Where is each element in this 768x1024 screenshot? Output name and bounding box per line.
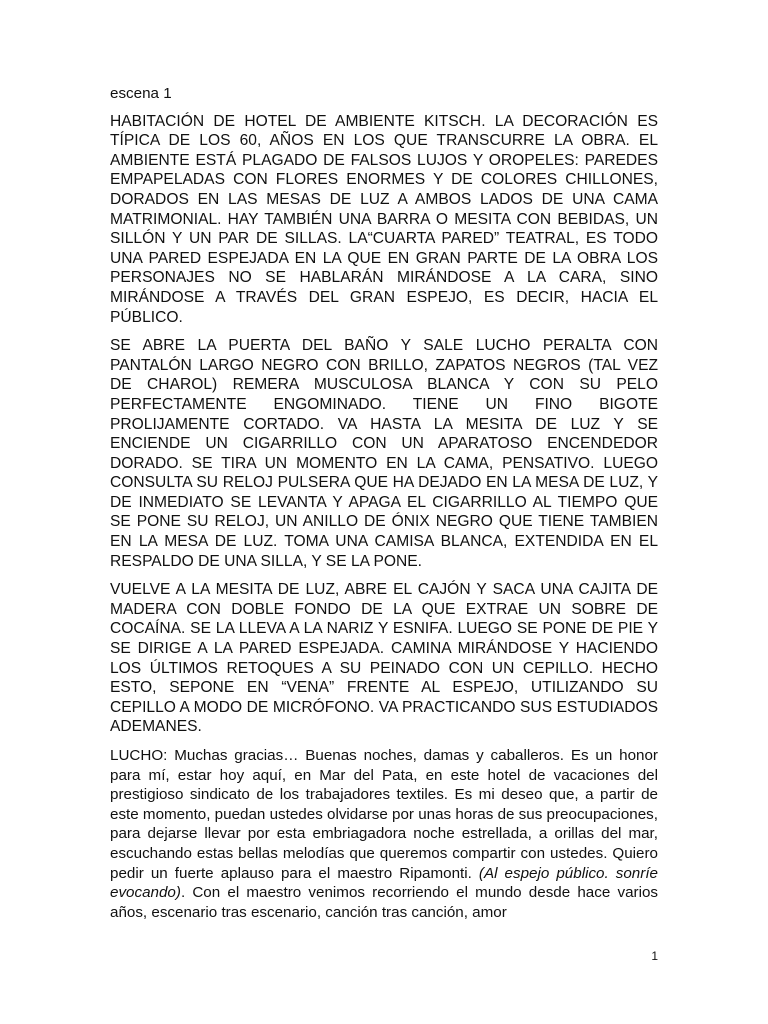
dialogue-paragraph	[110, 746, 658, 922]
stage-description-paragraph: HABITACIÓN DE HOTEL DE AMBIENTE KITSCH. LA DECORACIÓN ES TÍPICA DE LOS 60, AÑOS EN LOS QUE TRANSCURRE LA OBRA. EL AMBIENTE ESTÁ PLAGADO DE FALSOS LUJOS Y OROPELES: PAREDES EMPAPELADAS CON FLORES ENORMES Y DE COLORES CHILLONES, DORADOS EN LAS MESAS DE LUZ A AMBOS LADOS DE UNA CAMA MATRIMONIAL. HAY TAMBIÉN UNA BARRA O MESITA CON BEBIDAS, UN SILLÓN Y UN PAR DE SILLAS. LA“CUARTA PARED” TEATRAL, ES TODO UNA PARED ESPEJADA EN LA QUE EN GRAN PARTE DE LA OBRA LOS PERSONAJES NO SE HABLARÁN MIRÁNDOSE A LA CARA, SINO MIRÁNDOSE A TRAVÉS DEL GRAN ESPEJO, ES DECIR, HACIA EL PÚBLICO.	[110, 112, 658, 326]
stage-direction: (Al espejo público. sonríe evocando)	[110, 864, 658, 902]
stage-description-paragraph: SE ABRE LA PUERTA DEL BAÑO Y SALE LUCHO PERALTA CON PANTALÓN LARGO NEGRO CON BRILLO, ZAPATOS NEGROS (TAL VEZ DE CHAROL) REMERA MUSCULOSA BLANCA Y CON SU PELO PERFECTAMENTE ENGOMINADO. TIENE UN FINO BIGOTE PROLIJAMENTE CORTADO. VA HASTA LA MESITA DE LUZ Y SE ENCIENDE UN CIGARRILLO CON UN APARATOSO ENCENDEDOR DORADO. SE TIRA UN MOMENTO EN LA CAMA, PENSATIVO. LUEGO CONSULTA SU RELOJ PULSERA QUE HA DEJADO EN LA MESA DE LUZ, Y DE INMEDIATO SE LEVANTA Y APAGA EL CIGARRILLO AL TIEMPO QUE SE PONE SU RELOJ, UN ANILLO DE ÓNIX NEGRO QUE TIENE TAMBIEN EN LA MESA DE LUZ. TOMA UNA CAMISA BLANCA, EXTENDIDA EN EL RESPALDO DE UNA SILLA, Y SE LA PONE.	[110, 337, 658, 570]
dialogue-text: LUCHO: Muchas gracias… Buenas noches, damas y caballeros. Es un honor para mí, estar hoy aquí, en Mar del Pata, en este hotel de vacaciones del prestigioso sindicato de los trabajadores textiles. Es mi deseo que, a partir de este momento, puedan ustedes olvidarse por unas horas de sus preocupaciones, para dejarse llevar por esta embriagadora noche estrellada, a orillas del mar, escuchando estas bellas melodías que queremos compartir con ustedes. Quiero pedir un fuerte aplauso para el maestro Ripamonti.	[110, 747, 658, 882]
dialogue-text-continued: . Con el maestro venimos recorriendo el mundo desde hace varios años, escenario tras escenario, canción tras canción, amor	[110, 884, 658, 921]
page-number: 1	[651, 949, 658, 963]
page-content	[110, 84, 658, 931]
scene-title: escena 1	[110, 85, 172, 102]
stage-description-paragraph: VUELVE A LA MESITA DE LUZ, ABRE EL CAJÓN Y SACA UNA CAJITA DE MADERA CON DOBLE FONDO DE LA QUE EXTRAE UN SOBRE DE COCAÍNA. SE LA LLEVA A LA NARIZ Y ESNIFA. LUEGO SE PONE DE PIE Y SE DIRIGE A LA PARED ESPEJADA. CAMINA MIRÁNDOSE Y HACIENDO LOS ÚLTIMOS RETOQUES A SU PEINADO CON UN CEPILLO. HECHO ESTO, SEPONE EN “VENA” FRENTE AL ESPEJO, UTILIZANDO SU CEPILLO A MODO DE MICRÓFONO. VA PRACTICANDO SUS ESTUDIADOS ADEMANES.	[110, 581, 658, 736]
